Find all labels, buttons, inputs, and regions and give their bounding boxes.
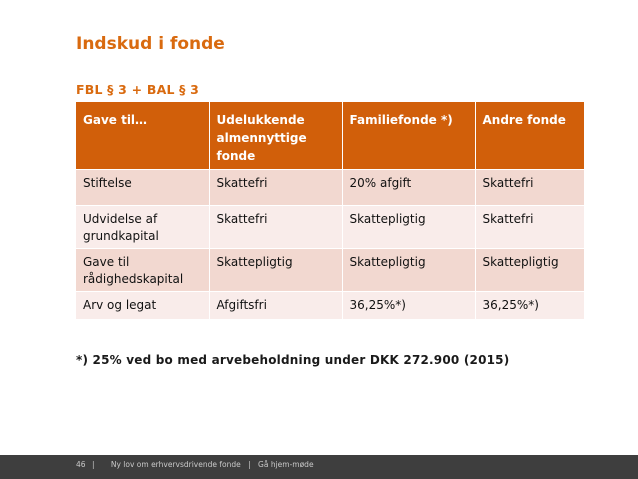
slide-subtitle: FBL § 3 + BAL § 3 bbox=[76, 82, 200, 97]
footer-separator: | bbox=[91, 460, 95, 469]
table-cell: 20% afgift bbox=[342, 170, 475, 206]
footer-separator: | bbox=[248, 460, 251, 469]
table-cell: Skattepligtig bbox=[475, 249, 584, 292]
table-cell: Skattefri bbox=[209, 206, 342, 249]
table-cell: Afgiftsfri bbox=[209, 292, 342, 319]
table-row bbox=[76, 206, 584, 249]
table-row bbox=[76, 249, 584, 292]
header-almennyttige: Udelukkende almennyttige fonde bbox=[209, 102, 342, 170]
table-cell: Gave til rådighedskapital bbox=[76, 249, 209, 292]
header-andre-fonde: Andre fonde bbox=[475, 102, 584, 170]
footer-bar bbox=[0, 455, 638, 479]
tax-table bbox=[76, 102, 584, 319]
table-cell: Arv og legat bbox=[76, 292, 209, 319]
table-cell: Skattepligtig bbox=[342, 206, 475, 249]
table-cell: 36,25%*) bbox=[342, 292, 475, 319]
table-cell: Udvidelse af grundkapital bbox=[76, 206, 209, 249]
footer-text bbox=[76, 460, 314, 469]
slide-title: Indskud i fonde bbox=[76, 34, 225, 54]
table-cell: Skattefri bbox=[475, 206, 584, 249]
table-cell: Skattefri bbox=[209, 170, 342, 206]
table-cell: Skattepligtig bbox=[209, 249, 342, 292]
table-header-row bbox=[76, 102, 584, 170]
table-row bbox=[76, 292, 584, 319]
table-cell: Skattepligtig bbox=[342, 249, 475, 292]
header-gave-til: Gave til… bbox=[76, 102, 209, 170]
footnote: *) 25% ved bo med arvebeholdning under DKK 272.900 (2015) bbox=[76, 353, 510, 367]
footer-title: Ny lov om erhvervsdrivende fonde bbox=[110, 460, 241, 469]
page-number: 46 bbox=[76, 460, 86, 469]
header-familiefonde: Familiefonde *) bbox=[342, 102, 475, 170]
table-cell: 36,25%*) bbox=[475, 292, 584, 319]
footer-link[interactable]: Gå hjem-møde bbox=[258, 460, 314, 469]
table-cell: Skattefri bbox=[475, 170, 584, 206]
table-cell: Stiftelse bbox=[76, 170, 209, 206]
table-row bbox=[76, 170, 584, 206]
